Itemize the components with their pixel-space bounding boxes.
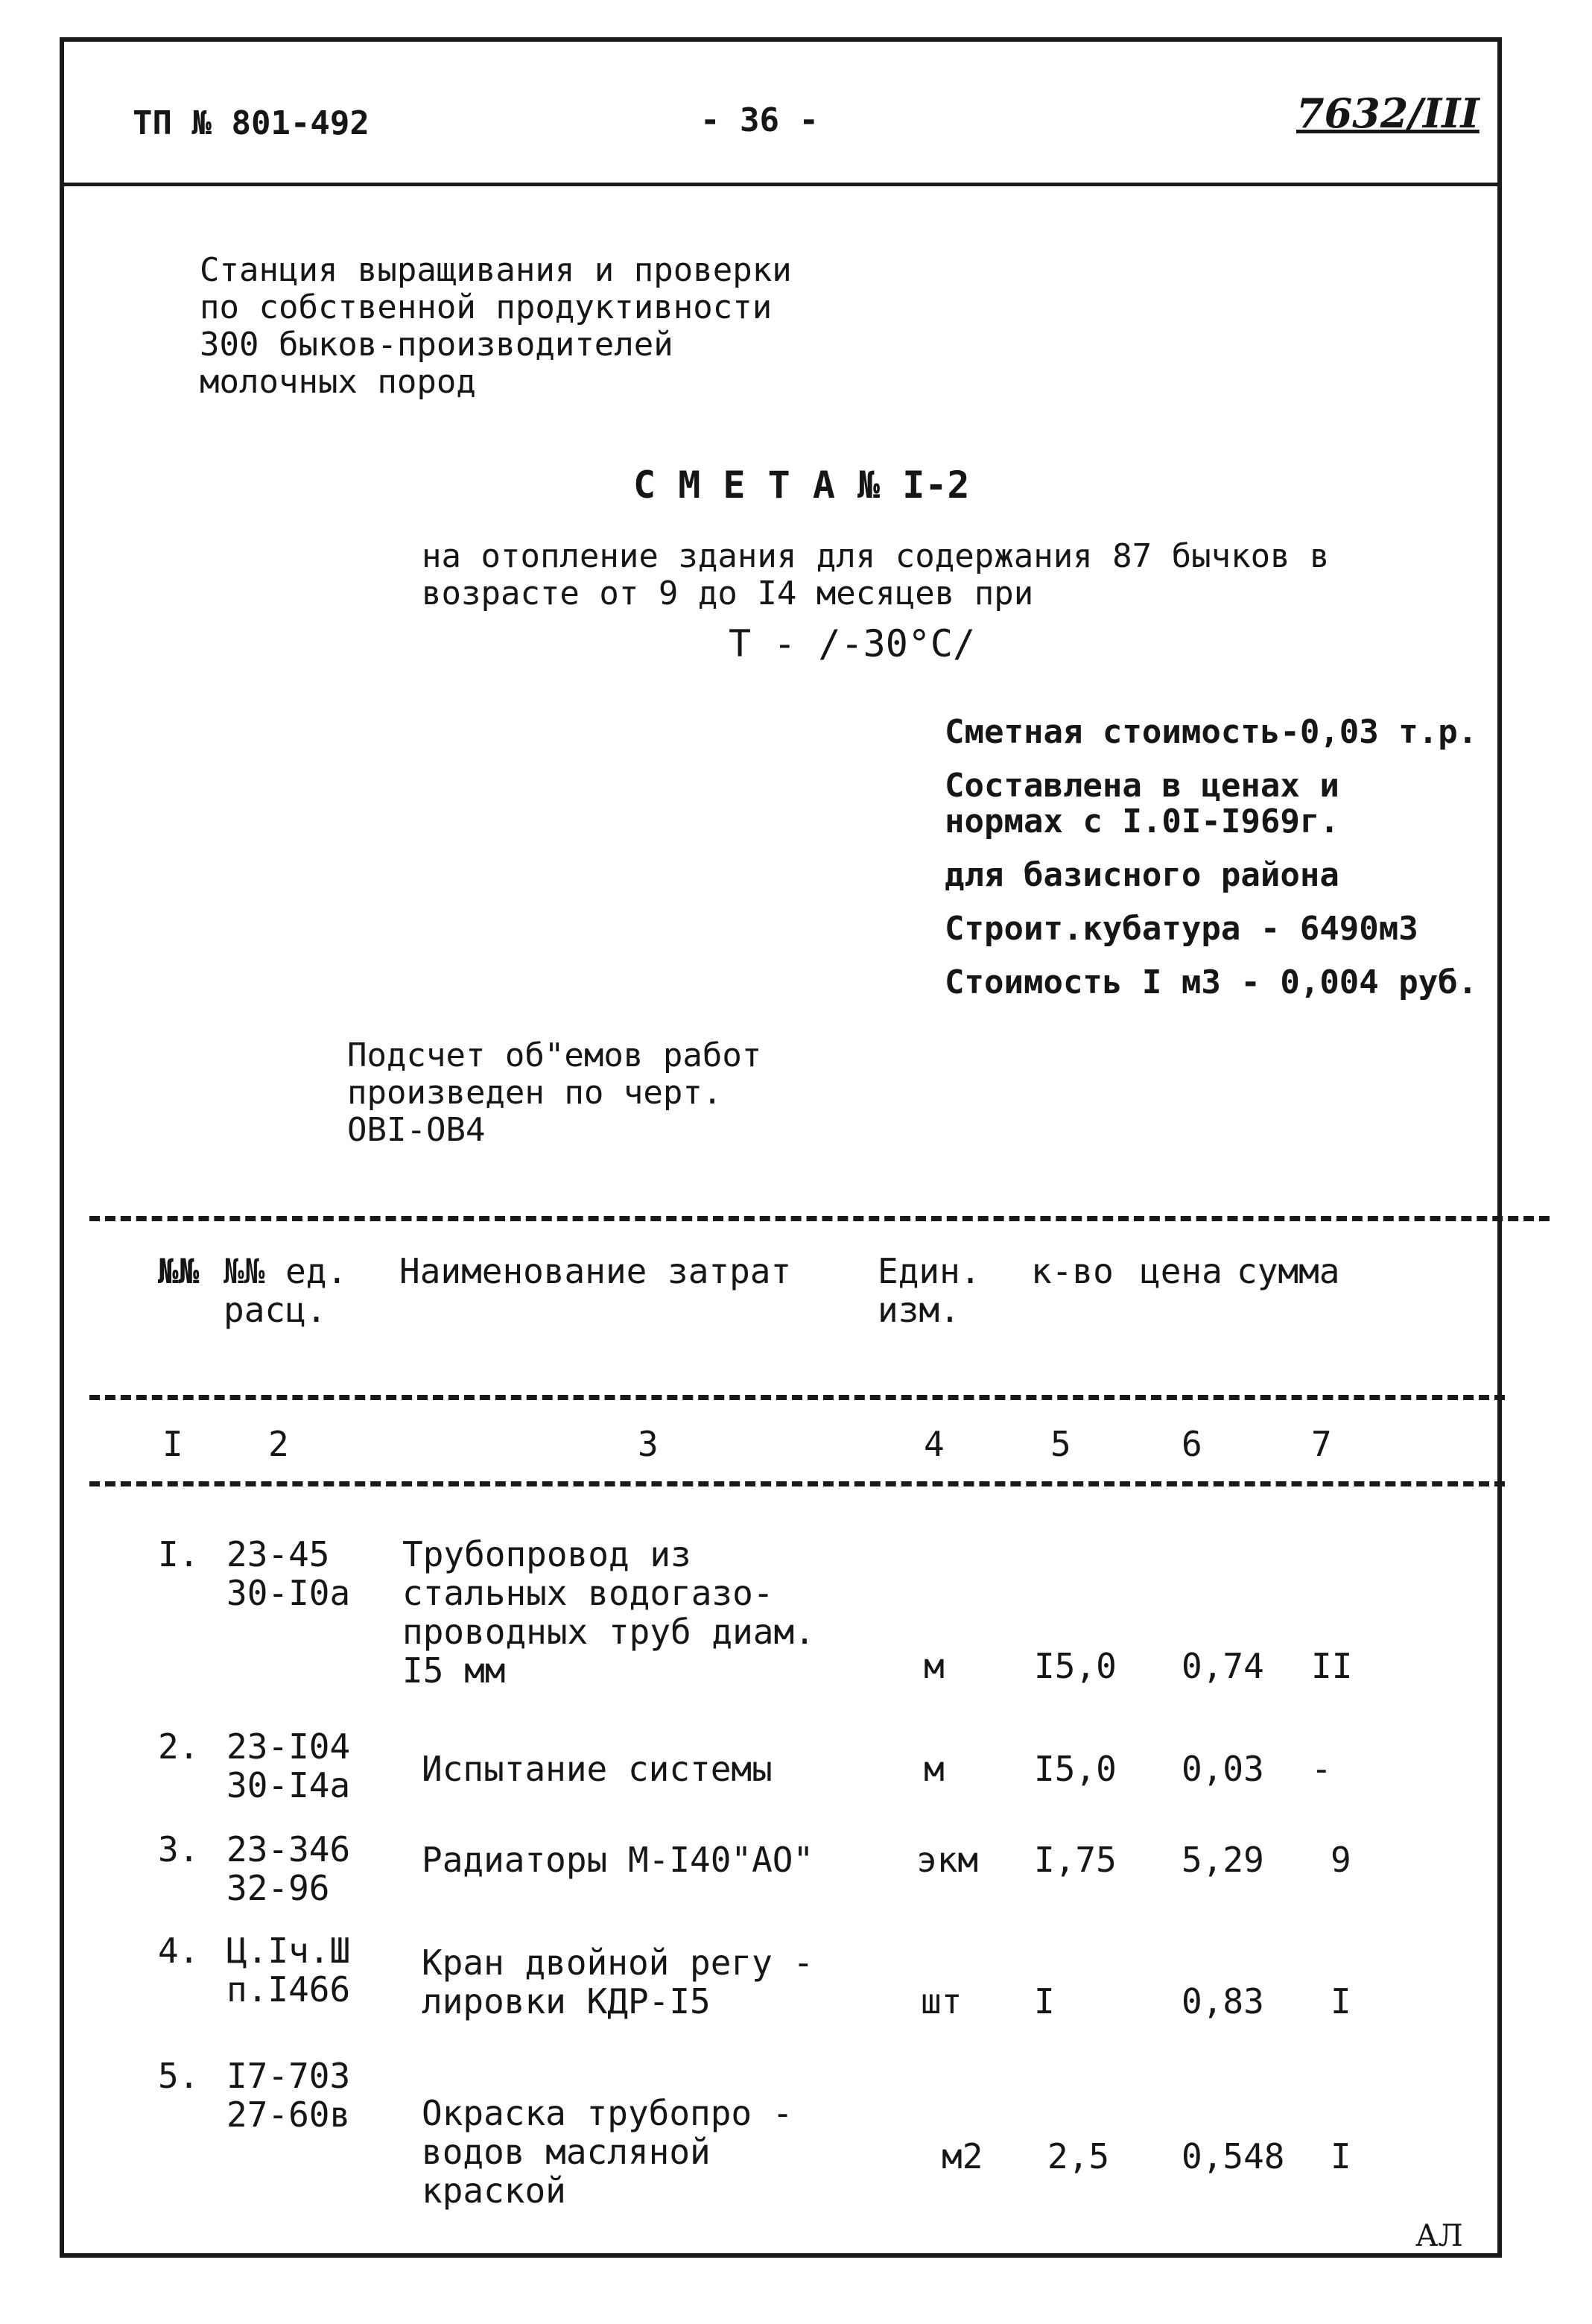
- rate-code: 23-45: [226, 1534, 330, 1574]
- rate-code: 30-I4а: [226, 1765, 351, 1805]
- price-cell: 0,83: [1182, 1981, 1264, 2021]
- price-cell: 0,03: [1182, 1749, 1264, 1789]
- unit-cell: м: [924, 1749, 945, 1789]
- volume-note-line: ОВI-ОВ4: [347, 1111, 486, 1149]
- estimate-subtitle-line: на отопление здания для содержания 87 бычков в: [422, 537, 1330, 575]
- quantity-cell: I: [1034, 1981, 1055, 2021]
- cost-name-line: Кран двойной регу -: [422, 1943, 814, 1983]
- cost-name: [422, 2094, 793, 2210]
- column-number: 3: [638, 1424, 659, 1464]
- unit-cell: м2: [942, 2136, 983, 2176]
- rate-code: I7-703: [226, 2056, 351, 2096]
- estimate-title: С М Е Т А № I-2: [633, 463, 970, 507]
- project-title-line: молочных пород: [200, 363, 476, 401]
- header-divider: [60, 183, 1502, 186]
- sum-cell: I: [1331, 2136, 1351, 2176]
- project-title: [200, 252, 792, 401]
- sum-cell: 9: [1331, 1840, 1351, 1880]
- row-number: 5.: [158, 2056, 200, 2096]
- column-number: 2: [268, 1424, 289, 1464]
- quantity-cell: 2,5: [1047, 2136, 1110, 2176]
- prices-line-1: Составлена в ценах и: [945, 767, 1339, 805]
- row-number: 4.: [158, 1931, 200, 1971]
- header-unit: Един.: [878, 1251, 981, 1291]
- cost-name-line: Трубопровод из: [402, 1534, 691, 1574]
- project-title-line: по собственной продуктивности: [200, 288, 773, 326]
- header-rate-code: №№ ед.: [223, 1251, 348, 1291]
- volume-note-line: Подсчет об"емов работ: [347, 1036, 762, 1074]
- header-rate-code-2: расц.: [223, 1290, 327, 1330]
- doc-id: ТП № 801-492: [133, 104, 370, 142]
- sum-cell: I: [1331, 1981, 1351, 2021]
- rate-code: 30-I0а: [226, 1573, 351, 1613]
- volume-note: [347, 1037, 761, 1149]
- column-number: 6: [1182, 1424, 1202, 1464]
- sum-cell: II: [1311, 1646, 1353, 1686]
- row-number: 2.: [158, 1726, 200, 1767]
- quantity-cell: I5,0: [1034, 1749, 1117, 1789]
- cost-name-line: Испытание системы: [422, 1749, 773, 1789]
- column-number: 4: [924, 1424, 945, 1464]
- unit-cell: м: [924, 1646, 945, 1686]
- header-cost-name: Наименование затрат: [399, 1251, 792, 1291]
- table-top-rule: [89, 1216, 1550, 1221]
- price-cell: 0,548: [1182, 2136, 1285, 2176]
- quantity-cell: I5,0: [1034, 1646, 1117, 1686]
- rate-codes: [226, 2057, 350, 2134]
- rate-codes: [226, 1931, 350, 2009]
- rate-code: 23-I04: [226, 1726, 351, 1767]
- page-number: - 36 -: [700, 101, 819, 139]
- unit-cell: шт: [921, 1981, 963, 2021]
- building-volume: Строит.кубатура - 6490м3: [945, 910, 1418, 948]
- price-cell: 5,29: [1182, 1840, 1264, 1880]
- cost-name: [402, 1535, 815, 1690]
- unit-cell: экм: [916, 1840, 979, 1880]
- footer-mark: АЛ: [1415, 2219, 1463, 2253]
- row-number: 3.: [158, 1829, 200, 1869]
- sum-cell: -: [1311, 1749, 1332, 1789]
- project-title-line: 300 быков-производителей: [200, 326, 673, 364]
- estimated-cost: Сметная стоимость-0,03 т.р.: [945, 713, 1478, 751]
- header-bottom-rule: [89, 1395, 1505, 1400]
- header-sum: сумма: [1237, 1251, 1340, 1291]
- quantity-cell: I,75: [1034, 1840, 1117, 1880]
- column-number: 7: [1311, 1424, 1332, 1464]
- cost-name-line: лировки КДР-I5: [422, 1981, 711, 2021]
- cost-name: [422, 1943, 814, 2021]
- cost-name-line: краской: [422, 2171, 566, 2211]
- cost-name-line: Окраска трубопро -: [422, 2093, 793, 2133]
- header-quantity: к-во: [1031, 1251, 1114, 1291]
- rate-code: п.I466: [226, 1969, 351, 2010]
- rate-codes: [226, 1727, 350, 1805]
- cost-name-line: I5 мм: [402, 1650, 506, 1691]
- archive-number: 7632/III: [1296, 89, 1480, 137]
- column-number: I: [162, 1424, 183, 1464]
- column-number: 5: [1050, 1424, 1071, 1464]
- rate-code: Ц.Iч.Ш: [226, 1931, 351, 1971]
- volume-note-line: произведен по черт.: [347, 1074, 723, 1112]
- rate-code: 27-60в: [226, 2095, 351, 2135]
- header-row-number: №№: [158, 1251, 200, 1291]
- project-title-line: Станция выращивания и проверки: [200, 251, 792, 289]
- rate-codes: [226, 1830, 350, 1907]
- estimate-subtitle: [422, 538, 1330, 612]
- estimate-temperature: Т - /-30°С/: [729, 622, 976, 665]
- header-price: цена: [1140, 1251, 1222, 1291]
- cost-name-line: Радиаторы М-I40"АО": [422, 1840, 814, 1880]
- price-cell: 0,74: [1182, 1646, 1264, 1686]
- prices-line-2: нормах с I.0I-I969г.: [945, 802, 1339, 840]
- cost-name-line: проводных труб диам.: [402, 1612, 815, 1652]
- row-number: I.: [158, 1534, 200, 1574]
- cost-name-line: стальных водогазо-: [402, 1573, 774, 1613]
- region: для базисного района: [945, 856, 1339, 894]
- column-numbers-rule: [89, 1481, 1505, 1486]
- rate-code: 23-346: [226, 1829, 351, 1869]
- unit-cost: Стоимость I м3 - 0,004 руб.: [945, 963, 1478, 1001]
- header-unit-2: изм.: [878, 1290, 960, 1330]
- estimate-subtitle-line: возрасте от 9 до I4 месяцев при: [422, 574, 1034, 612]
- cost-name-line: водов масляной: [422, 2132, 711, 2172]
- rate-codes: [226, 1535, 350, 1612]
- rate-code: 32-96: [226, 1868, 330, 1908]
